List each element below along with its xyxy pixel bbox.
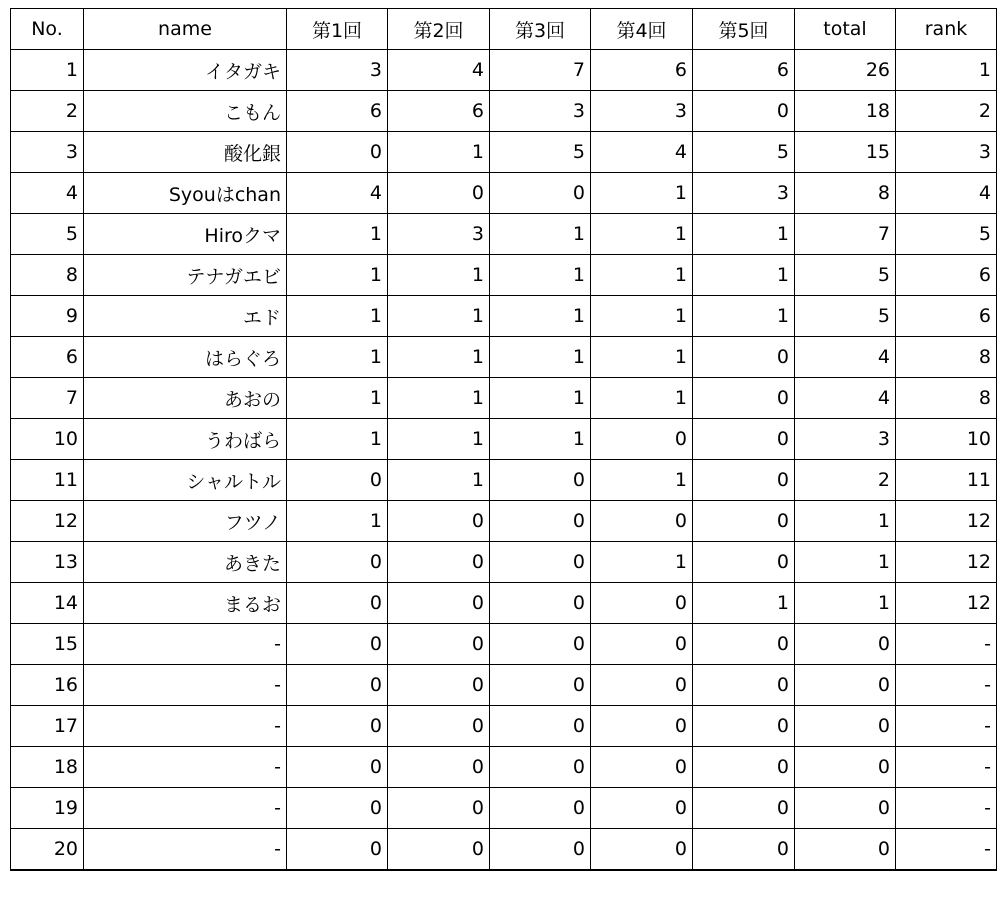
cell-total[interactable]: 0: [795, 624, 896, 665]
header-name[interactable]: name: [84, 9, 287, 50]
cell-total[interactable]: 0: [795, 706, 896, 747]
cell-round-4[interactable]: 1: [591, 337, 693, 378]
cell-rank[interactable]: 8: [896, 337, 997, 378]
header-round-5[interactable]: 第5回: [693, 9, 795, 50]
cell-round-3[interactable]: 0: [490, 460, 591, 501]
table-body: [11, 50, 997, 870]
cell-round-1[interactable]: 0: [287, 706, 388, 747]
cell-round-2[interactable]: 0: [388, 173, 490, 214]
table-row: [11, 501, 997, 542]
cell-round-3[interactable]: 0: [490, 542, 591, 583]
cell-name[interactable]: あきた: [84, 542, 287, 583]
cell-no[interactable]: 20: [11, 829, 84, 870]
cell-round-1[interactable]: 1: [287, 255, 388, 296]
table-row: [11, 829, 997, 870]
cell-rank[interactable]: -: [896, 747, 997, 788]
cell-no[interactable]: 6: [11, 337, 84, 378]
cell-round-1[interactable]: 1: [287, 337, 388, 378]
cell-round-1[interactable]: 0: [287, 583, 388, 624]
header-no[interactable]: No.: [11, 9, 84, 50]
cell-round-2[interactable]: 0: [388, 706, 490, 747]
cell-round-1[interactable]: 1: [287, 419, 388, 460]
cell-round-2[interactable]: 0: [388, 788, 490, 829]
cell-no[interactable]: 10: [11, 419, 84, 460]
cell-round-2[interactable]: 0: [388, 501, 490, 542]
cell-total[interactable]: 1: [795, 583, 896, 624]
cell-round-5[interactable]: 1: [693, 214, 795, 255]
cell-no[interactable]: 4: [11, 173, 84, 214]
cell-round-1[interactable]: 1: [287, 501, 388, 542]
cell-round-3[interactable]: 1: [490, 337, 591, 378]
cell-total[interactable]: 0: [795, 665, 896, 706]
cell-no[interactable]: 2: [11, 91, 84, 132]
header-round-3[interactable]: 第3回: [490, 9, 591, 50]
cell-no[interactable]: 14: [11, 583, 84, 624]
cell-round-2[interactable]: 0: [388, 829, 490, 870]
cell-round-4[interactable]: 3: [591, 91, 693, 132]
cell-name[interactable]: はらぐろ: [84, 337, 287, 378]
cell-round-5[interactable]: 0: [693, 747, 795, 788]
cell-round-1[interactable]: 0: [287, 624, 388, 665]
header-round-2[interactable]: 第2回: [388, 9, 490, 50]
cell-round-5[interactable]: 1: [693, 583, 795, 624]
cell-name[interactable]: 酸化銀: [84, 132, 287, 173]
cell-round-5[interactable]: 0: [693, 624, 795, 665]
cell-round-4[interactable]: 1: [591, 255, 693, 296]
cell-round-3[interactable]: 0: [490, 706, 591, 747]
cell-no[interactable]: 8: [11, 255, 84, 296]
cell-rank[interactable]: -: [896, 788, 997, 829]
cell-round-1[interactable]: 0: [287, 460, 388, 501]
cell-total[interactable]: 4: [795, 378, 896, 419]
cell-name[interactable]: -: [84, 829, 287, 870]
cell-round-2[interactable]: 1: [388, 255, 490, 296]
cell-round-2[interactable]: 1: [388, 337, 490, 378]
cell-round-5[interactable]: 1: [693, 255, 795, 296]
cell-round-2[interactable]: 0: [388, 624, 490, 665]
cell-round-3[interactable]: 3: [490, 91, 591, 132]
cell-round-5[interactable]: 0: [693, 542, 795, 583]
header-rank[interactable]: rank: [896, 9, 997, 50]
cell-rank[interactable]: 6: [896, 296, 997, 337]
cell-no[interactable]: 7: [11, 378, 84, 419]
cell-name[interactable]: Hiroクマ: [84, 214, 287, 255]
cell-round-3[interactable]: 0: [490, 583, 591, 624]
cell-round-2[interactable]: 1: [388, 378, 490, 419]
cell-total[interactable]: 5: [795, 296, 896, 337]
cell-round-2[interactable]: 0: [388, 747, 490, 788]
cell-round-3[interactable]: 1: [490, 378, 591, 419]
cell-no[interactable]: 5: [11, 214, 84, 255]
cell-rank[interactable]: 11: [896, 460, 997, 501]
cell-total[interactable]: 0: [795, 747, 896, 788]
cell-round-2[interactable]: 0: [388, 665, 490, 706]
table-row: [11, 706, 997, 747]
cell-round-4[interactable]: 6: [591, 50, 693, 91]
table-row: [11, 255, 997, 296]
cell-round-5[interactable]: 0: [693, 378, 795, 419]
table-row: [11, 460, 997, 501]
cell-round-3[interactable]: 0: [490, 665, 591, 706]
cell-no[interactable]: 3: [11, 132, 84, 173]
cell-rank[interactable]: 10: [896, 419, 997, 460]
cell-round-2[interactable]: 0: [388, 542, 490, 583]
cell-total[interactable]: 4: [795, 337, 896, 378]
header-round-4[interactable]: 第4回: [591, 9, 693, 50]
cell-name[interactable]: フツノ: [84, 501, 287, 542]
table-row: [11, 173, 997, 214]
cell-rank[interactable]: 3: [896, 132, 997, 173]
cell-round-1[interactable]: 0: [287, 542, 388, 583]
cell-round-5[interactable]: 0: [693, 706, 795, 747]
table-row: [11, 91, 997, 132]
cell-name[interactable]: -: [84, 747, 287, 788]
cell-round-4[interactable]: 1: [591, 173, 693, 214]
cell-name[interactable]: うわばら: [84, 419, 287, 460]
cell-name[interactable]: まるお: [84, 583, 287, 624]
cell-name[interactable]: Syouはchan: [84, 173, 287, 214]
cell-rank[interactable]: 12: [896, 542, 997, 583]
cell-name[interactable]: -: [84, 624, 287, 665]
cell-no[interactable]: 9: [11, 296, 84, 337]
table-row: [11, 337, 997, 378]
cell-round-3[interactable]: 1: [490, 214, 591, 255]
cell-rank[interactable]: 5: [896, 214, 997, 255]
cell-round-2[interactable]: 1: [388, 296, 490, 337]
table-row: [11, 296, 997, 337]
cell-round-5[interactable]: 3: [693, 173, 795, 214]
cell-round-4[interactable]: 0: [591, 829, 693, 870]
cell-round-1[interactable]: 0: [287, 747, 388, 788]
cell-name[interactable]: -: [84, 788, 287, 829]
cell-no[interactable]: 16: [11, 665, 84, 706]
cell-round-5[interactable]: 6: [693, 50, 795, 91]
cell-round-2[interactable]: 0: [388, 583, 490, 624]
cell-rank[interactable]: 4: [896, 173, 997, 214]
cell-round-5[interactable]: 0: [693, 501, 795, 542]
cell-name[interactable]: -: [84, 706, 287, 747]
cell-round-4[interactable]: 0: [591, 788, 693, 829]
cell-round-3[interactable]: 0: [490, 788, 591, 829]
table-row: [11, 214, 997, 255]
cell-round-5[interactable]: 0: [693, 460, 795, 501]
table-row: [11, 665, 997, 706]
cell-round-1[interactable]: 3: [287, 50, 388, 91]
cell-rank[interactable]: 1: [896, 50, 997, 91]
score-sheet: [10, 8, 997, 871]
cell-total[interactable]: 1: [795, 501, 896, 542]
cell-round-4[interactable]: 0: [591, 501, 693, 542]
cell-no[interactable]: 1: [11, 50, 84, 91]
cell-round-5[interactable]: 0: [693, 829, 795, 870]
cell-round-2[interactable]: 1: [388, 419, 490, 460]
cell-round-2[interactable]: 6: [388, 91, 490, 132]
header-row: [11, 9, 997, 50]
cell-no[interactable]: 19: [11, 788, 84, 829]
cell-round-4[interactable]: 1: [591, 296, 693, 337]
cell-round-1[interactable]: 0: [287, 788, 388, 829]
cell-round-4[interactable]: 0: [591, 624, 693, 665]
cell-round-5[interactable]: 1: [693, 296, 795, 337]
cell-rank[interactable]: 2: [896, 91, 997, 132]
cell-round-4[interactable]: 0: [591, 706, 693, 747]
cell-name[interactable]: -: [84, 665, 287, 706]
cell-name[interactable]: こもん: [84, 91, 287, 132]
cell-round-3[interactable]: 1: [490, 296, 591, 337]
cell-round-3[interactable]: 1: [490, 255, 591, 296]
cell-round-3[interactable]: 0: [490, 501, 591, 542]
cell-round-4[interactable]: 0: [591, 583, 693, 624]
cell-name[interactable]: テナガエビ: [84, 255, 287, 296]
cell-round-5[interactable]: 5: [693, 132, 795, 173]
cell-name[interactable]: エド: [84, 296, 287, 337]
cell-round-5[interactable]: 0: [693, 337, 795, 378]
cell-name[interactable]: イタガキ: [84, 50, 287, 91]
table-row: [11, 583, 997, 624]
cell-round-3[interactable]: 7: [490, 50, 591, 91]
score-table: [10, 8, 997, 871]
header-round-1[interactable]: 第1回: [287, 9, 388, 50]
cell-round-3[interactable]: 0: [490, 173, 591, 214]
cell-rank[interactable]: -: [896, 706, 997, 747]
cell-round-1[interactable]: 6: [287, 91, 388, 132]
cell-round-2[interactable]: 1: [388, 460, 490, 501]
cell-round-1[interactable]: 0: [287, 132, 388, 173]
cell-round-5[interactable]: 0: [693, 665, 795, 706]
cell-rank[interactable]: 8: [896, 378, 997, 419]
cell-round-1[interactable]: 0: [287, 665, 388, 706]
cell-round-3[interactable]: 0: [490, 747, 591, 788]
cell-round-4[interactable]: 1: [591, 460, 693, 501]
cell-round-1[interactable]: 4: [287, 173, 388, 214]
cell-round-5[interactable]: 0: [693, 788, 795, 829]
cell-round-1[interactable]: 1: [287, 296, 388, 337]
cell-round-4[interactable]: 4: [591, 132, 693, 173]
cell-round-1[interactable]: 1: [287, 214, 388, 255]
cell-no[interactable]: 18: [11, 747, 84, 788]
cell-round-4[interactable]: 1: [591, 214, 693, 255]
cell-round-3[interactable]: 0: [490, 829, 591, 870]
cell-total[interactable]: 26: [795, 50, 896, 91]
cell-round-3[interactable]: 5: [490, 132, 591, 173]
cell-no[interactable]: 15: [11, 624, 84, 665]
cell-round-2[interactable]: 1: [388, 132, 490, 173]
cell-rank[interactable]: 6: [896, 255, 997, 296]
cell-total[interactable]: 7: [795, 214, 896, 255]
cell-no[interactable]: 11: [11, 460, 84, 501]
table-row: [11, 747, 997, 788]
cell-total[interactable]: 0: [795, 829, 896, 870]
cell-round-3[interactable]: 0: [490, 624, 591, 665]
table-row: [11, 50, 997, 91]
cell-round-2[interactable]: 4: [388, 50, 490, 91]
header-total[interactable]: total: [795, 9, 896, 50]
cell-rank[interactable]: 12: [896, 583, 997, 624]
cell-rank[interactable]: -: [896, 829, 997, 870]
cell-no[interactable]: 13: [11, 542, 84, 583]
cell-round-3[interactable]: 1: [490, 419, 591, 460]
cell-total[interactable]: 5: [795, 255, 896, 296]
cell-rank[interactable]: 12: [896, 501, 997, 542]
cell-round-5[interactable]: 0: [693, 419, 795, 460]
cell-no[interactable]: 17: [11, 706, 84, 747]
cell-round-4[interactable]: 0: [591, 747, 693, 788]
cell-round-5[interactable]: 0: [693, 91, 795, 132]
cell-round-4[interactable]: 0: [591, 665, 693, 706]
cell-round-1[interactable]: 0: [287, 829, 388, 870]
cell-total[interactable]: 3: [795, 419, 896, 460]
cell-total[interactable]: 8: [795, 173, 896, 214]
cell-no[interactable]: 12: [11, 501, 84, 542]
cell-total[interactable]: 1: [795, 542, 896, 583]
table-row: [11, 788, 997, 829]
cell-round-4[interactable]: 1: [591, 378, 693, 419]
cell-name[interactable]: シャルトル: [84, 460, 287, 501]
cell-rank[interactable]: -: [896, 665, 997, 706]
cell-total[interactable]: 15: [795, 132, 896, 173]
cell-rank[interactable]: -: [896, 624, 997, 665]
cell-round-2[interactable]: 3: [388, 214, 490, 255]
cell-round-4[interactable]: 0: [591, 419, 693, 460]
table-row: [11, 419, 997, 460]
cell-total[interactable]: 18: [795, 91, 896, 132]
table-row: [11, 624, 997, 665]
cell-name[interactable]: あおの: [84, 378, 287, 419]
cell-total[interactable]: 0: [795, 788, 896, 829]
cell-total[interactable]: 2: [795, 460, 896, 501]
cell-round-1[interactable]: 1: [287, 378, 388, 419]
table-row: [11, 542, 997, 583]
cell-round-4[interactable]: 1: [591, 542, 693, 583]
table-row: [11, 132, 997, 173]
table-row: [11, 378, 997, 419]
